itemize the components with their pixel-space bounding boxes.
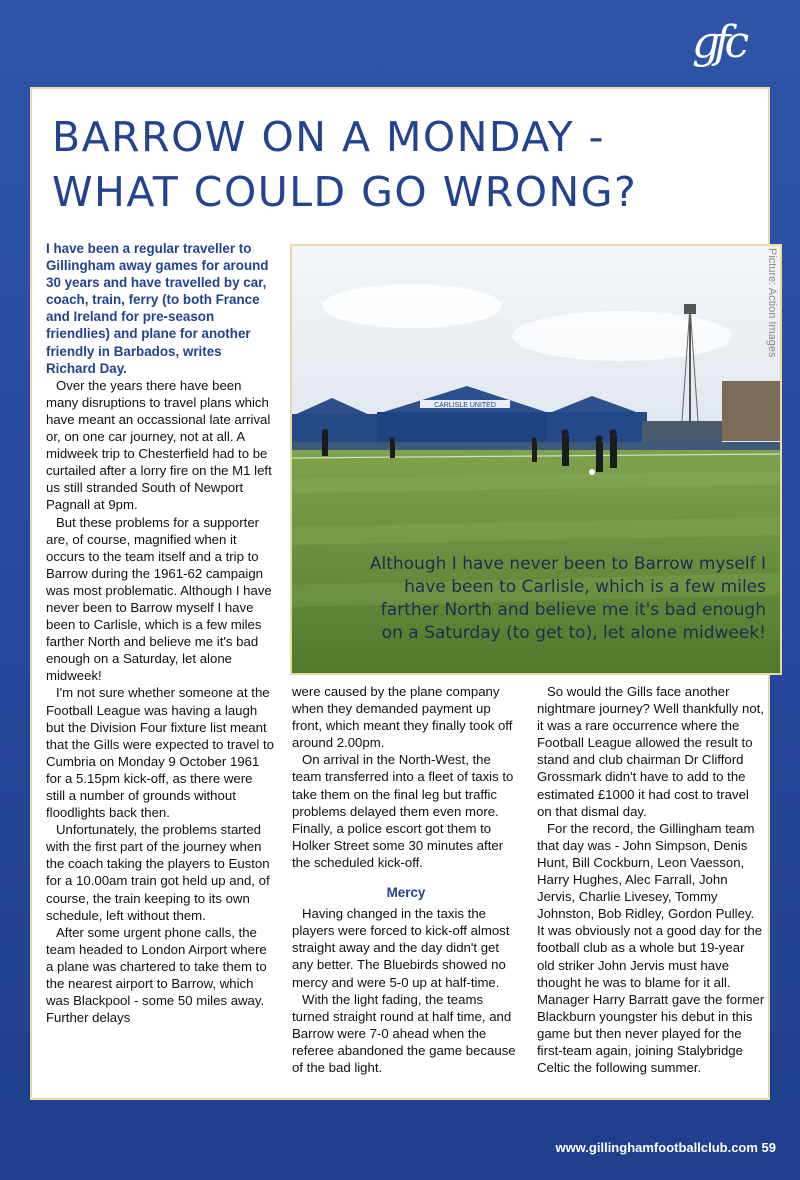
paragraph: But these problems for a supporter are, of course, magnified when it occurs to the team itself and a trip to Barrow during the 1961-62 campaign was most problematic. Although I have never been to Barrow myself I have been to Carlisle, which is a few miles farther North and believe me it's bad enough on a Saturday, let alone midweek! (46, 514, 272, 684)
intro-paragraph: I have been a regular traveller to Gillingham away games for around 30 years and have travelled by car, coach, train, ferry (to both France and Ireland for pre-season friendlies) and plane for another friendly in Barbados, writes Richard Day. (46, 241, 269, 376)
paragraph: Having changed in the taxis the players were forced to kick-off almost straight away and the day didn't get any better. The Bluebirds showed no mercy and were 5-0 up at half-time. (292, 906, 510, 990)
photo-credit: Picture: Action Images (766, 248, 778, 358)
article-column-3 (537, 683, 765, 1076)
paragraph: On arrival in the North-West, the team transferred into a fleet of taxis to take them on the final leg but traffic problems delayed them even more. Finally, a police escort got them to Holker Street some 30 minutes after the scheduled kick-off. (292, 752, 514, 870)
club-logo (692, 18, 772, 74)
article-column-1 (46, 240, 274, 1026)
page-footer: www.gillinghamfootballclub.com 59 (555, 1140, 776, 1155)
paragraph: After some urgent phone calls, the team headed to London Airport where a plane was chartered to take them to the nearest airport to Barrow, which was Blackpool - some 50 miles away. Further delays (46, 924, 267, 1026)
article-headline (52, 110, 762, 220)
stand-sign: CARLISLE UNITED (434, 402, 496, 409)
article-column-2 (292, 683, 520, 1076)
pull-quote: Although I have never been to Barrow myself I have been to Carlisle, which is a few miles farther North and believe me it's bad enough on a Saturday (to get to), let alone midweek! (369, 554, 766, 643)
headline-line-2: WHAT COULD GO WRONG? (52, 168, 638, 216)
paragraph: were caused by the plane company when they demanded payment up front, which meant they finally took off around 2.00pm. (292, 684, 513, 751)
headline-line-1: BARROW ON A MONDAY - (52, 113, 605, 161)
paragraph: I'm not sure whether someone at the Football League was having a laugh but the Division Four fixture list meant that the Gills were expected to travel to Cumbria on Monday 9 October 1961 for a 5.15pm kick-off, as there were still a number of grounds without floodlights back then. (46, 685, 274, 821)
paragraph: With the light fading, the teams turned straight round at half time, and Barrow were 7-0 ahead when the referee abandoned the game because of the bad light. (292, 991, 516, 1075)
paragraph: So would the Gills face another nightmare journey? Well thankfully not, it was a rare occurrence where the Football League allowed the result to stand and club chairman Dr Clifford Grossmark didn't have to add to the estimated £1000 it had cost to travel on that dismal day. (537, 684, 764, 819)
paragraph: Unfortunately, the problems started with the first part of the journey when the coach taking the players to Euston for a 10.00am train got held up and, of course, the train keeping to its own schedule, left without them. (46, 822, 270, 923)
subheading: Mercy (386, 885, 426, 901)
paragraph: Over the years there have been many disruptions to travel plans which have meant an occassional late arrival or, on one car journey, not at all. A midweek trip to Chesterfield had to be curtailed after a lorry fire on the M1 left us still stranded South of Newport Pagnall at 9pm. (46, 377, 272, 513)
logo-text: gfc (692, 17, 744, 68)
paragraph: For the record, the Gillingham team that day was - John Simpson, Denis Hunt, Bill Cockburn, Leon Vaesson, Harry Hughes, Alec Farrall, John Jervis, Charlie Livesey, Tommy Johnston, Bob Ridley, Gordon Pulley. It was obviously not a good day for the football club as a whole but 19-year old striker John Jervis must have thought he was to blame for it all. Manager Harry Barratt gave the former Blackburn youngster his debut in this game but then never played for the first-team again, joining Stalybridge Celtic the following summer. (537, 820, 765, 1076)
